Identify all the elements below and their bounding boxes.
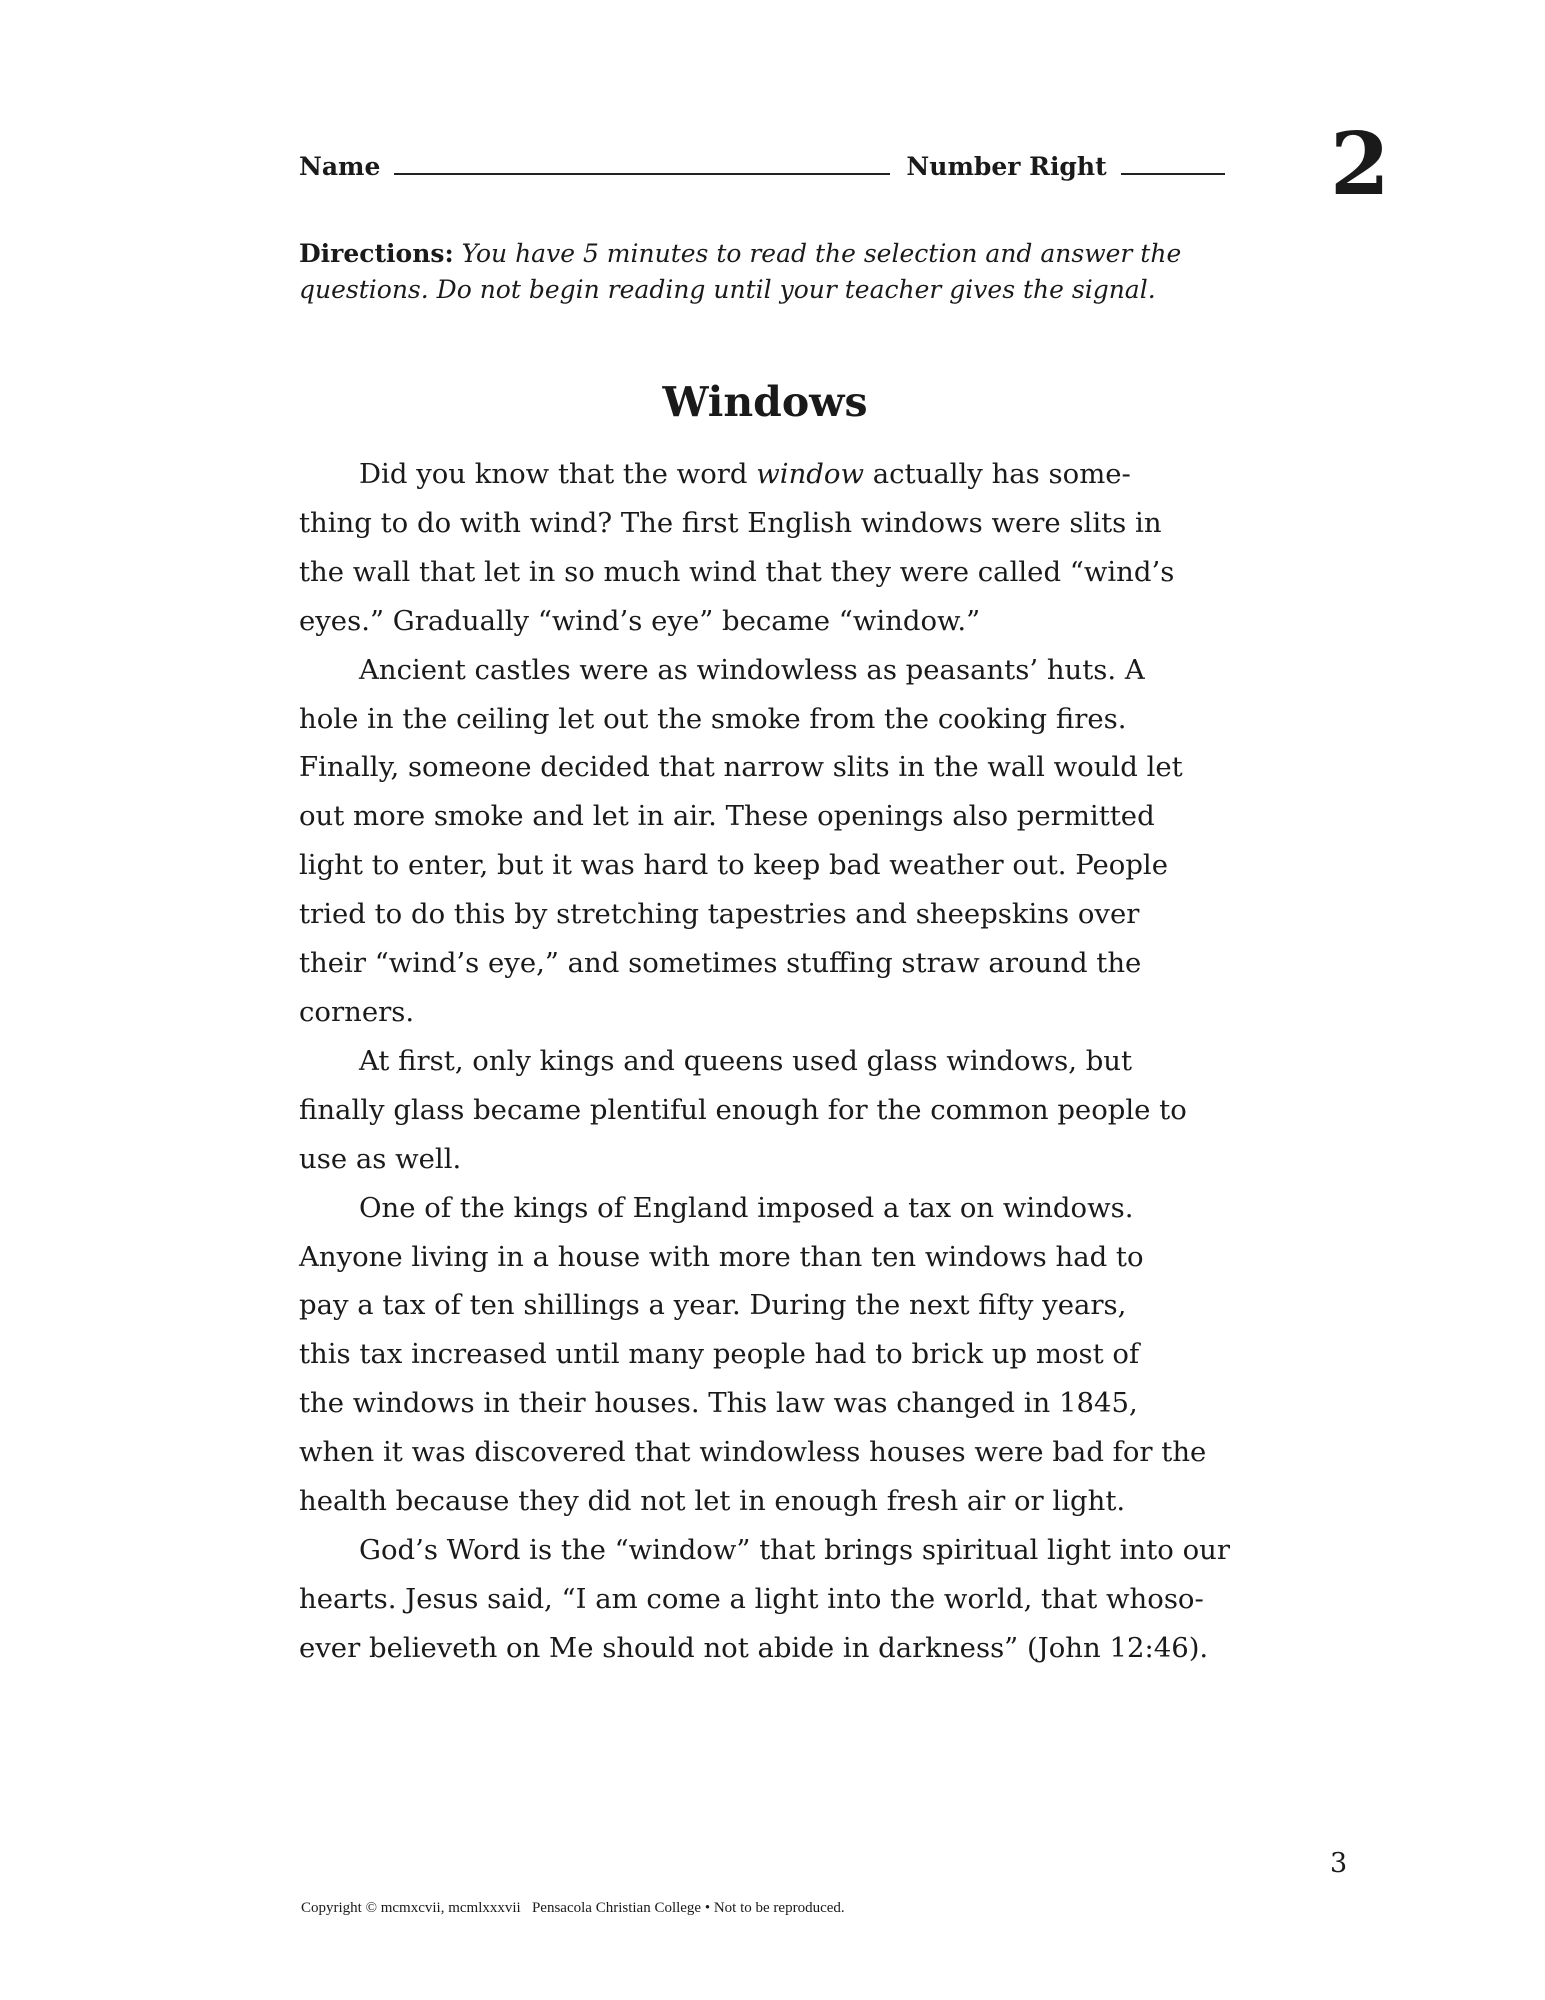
- test-number: 2: [1330, 114, 1390, 215]
- body-line: Anyone living in a house with more than ten windows had to: [299, 1240, 1144, 1273]
- body-line: this tax increased until many people had to brick up most of: [299, 1338, 1140, 1371]
- number-right-label: Number Right: [906, 152, 1107, 181]
- body-line: At first, only kings and queens used glass windows, but: [359, 1044, 1133, 1077]
- directions-label: Directions:: [299, 239, 454, 268]
- name-field-line[interactable]: [394, 172, 890, 175]
- body-line: eyes.” Gradually “wind’s eye” became “window.”: [299, 604, 981, 637]
- body-line: the windows in their houses. This law was changed in 1845,: [299, 1387, 1138, 1420]
- directions-text-1: You have 5 minutes to read the selection and answer the: [461, 239, 1182, 268]
- body-line: God’s Word is the “window” that brings spiritual light into our: [359, 1533, 1230, 1566]
- directions-text-2: questions. Do not begin reading until your teacher gives the signal.: [299, 275, 1156, 304]
- italic-word: window: [756, 458, 865, 490]
- body-line: when it was discovered that windowless houses were bad for the: [299, 1436, 1207, 1469]
- body-line: One of the kings of England imposed a tax on windows.: [359, 1191, 1134, 1224]
- article-body: [299, 450, 1230, 1673]
- body-line: finally glass became plentiful enough for the common people to: [299, 1093, 1187, 1126]
- text: Did you know that the word: [359, 458, 757, 490]
- body-line: light to enter, but it was hard to keep bad weather out. People: [299, 849, 1169, 882]
- copyright-footer: Copyright © mcmxcvii, mcmlxxxvii Pensacola Christian College • Not to be reproduced.: [301, 1900, 845, 1916]
- body-line: corners.: [299, 995, 415, 1028]
- directions: [299, 236, 1181, 308]
- body-line: their “wind’s eye,” and sometimes stuffing straw around the: [299, 947, 1142, 980]
- number-right-field-line[interactable]: [1121, 172, 1225, 175]
- body-line: pay a tax of ten shillings a year. During the next fifty years,: [299, 1289, 1127, 1322]
- article-title: Windows: [662, 378, 868, 426]
- body-line: tried to do this by stretching tapestries and sheepskins over: [299, 898, 1140, 931]
- body-line: Finally, someone decided that narrow slits in the wall would let: [299, 751, 1183, 784]
- body-line: the wall that let in so much wind that they were called “wind’s: [299, 555, 1175, 588]
- body-line: hearts. Jesus said, “I am come a light into the world, that whoso-: [299, 1582, 1204, 1615]
- text: actually has some-: [864, 458, 1131, 490]
- body-line: Ancient castles were as windowless as peasants’ huts. A: [359, 653, 1145, 686]
- body-line: out more smoke and let in air. These openings also permitted: [299, 800, 1155, 833]
- page-number: 3: [1330, 1848, 1348, 1879]
- body-line: [299, 450, 1230, 499]
- body-line: health because they did not let in enough fresh air or light.: [299, 1485, 1126, 1518]
- header-fields: [299, 152, 1241, 181]
- body-line: hole in the ceiling let out the smoke from the cooking fires.: [299, 702, 1127, 735]
- body-line: ever believeth on Me should not abide in darkness” (John 12:46).: [299, 1631, 1209, 1664]
- body-line: thing to do with wind? The first English windows were slits in: [299, 506, 1162, 539]
- body-line: use as well.: [299, 1142, 462, 1175]
- name-label: Name: [299, 152, 381, 181]
